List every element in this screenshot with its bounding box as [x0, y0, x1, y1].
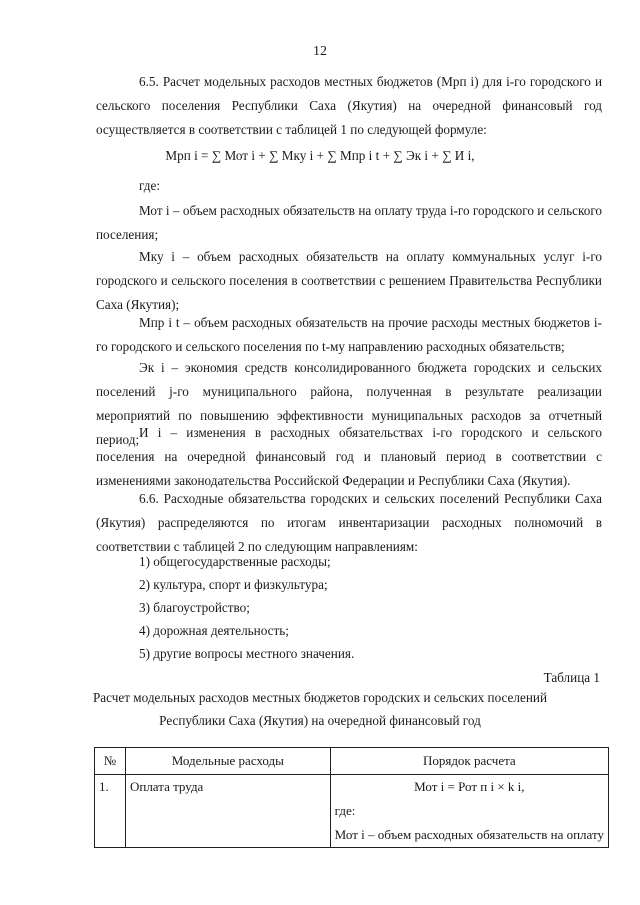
- direction-item: 5) другие вопросы местного значения.: [139, 646, 355, 661]
- section-6-5-intro: 6.5. Расчет модельных расходов местных бюджетов (Мрп i) для i-го городского и сельского поселения Республики Саха (Якутия) на очередной финансовый год осуществляется в соответствии с таблицей 1 по следующей формуле:: [96, 74, 602, 137]
- table-title-line1: Расчет модельных расходов местных бюджетов городских и сельских поселений: [92, 690, 548, 705]
- table-header-row: [95, 748, 609, 775]
- table-label: Таблица 1: [543, 670, 600, 685]
- direction-item: 2) культура, спорт и физкультура;: [139, 577, 328, 592]
- direction-item: 3) благоустройство;: [139, 600, 250, 615]
- definition-mku: Мку i – объем расходных обязательств на оплату коммунальных услуг i-го городского и сельского поселения в соответствии с решением Правительства Республики Саха (Якутия);: [96, 249, 602, 312]
- row-calculation-cell: [330, 775, 608, 848]
- calc-where: где:: [334, 803, 356, 818]
- definition-ek: Эк i – экономия средств консолидированного бюджета городских и сельских поселений j-го муниципального района, полученная в результате реализации мероприятий по повышению эффективности муниципальных расходов за отчетный период;: [96, 360, 602, 447]
- row-expense-name: Оплата труда: [125, 775, 330, 848]
- definition-mot: Мот i – объем расходных обязательств на оплату труда i-го городского и сельского поселения;: [96, 203, 602, 242]
- row-number: 1.: [95, 775, 126, 848]
- calc-formula: Мот i = Рот п i × k i,: [414, 779, 525, 794]
- model-expenses-table: [94, 747, 609, 848]
- column-header-expenses: Модельные расходы: [125, 748, 330, 775]
- direction-item: 1) общегосударственные расходы;: [139, 554, 331, 569]
- section-6-6-intro: 6.6. Расходные обязательства городских и сельских поселений Республики Саха (Якутия) распределяются по итогам инвентаризации расходных полномочий в соответствии с таблицей 2 по следующим направлениям:: [96, 491, 602, 554]
- direction-item: 4) дорожная деятельность;: [139, 623, 289, 638]
- page-number: 12: [313, 44, 327, 59]
- column-header-number: №: [95, 748, 126, 775]
- table-row: [95, 775, 609, 848]
- table-title-line2: Республики Саха (Якутия) на очередной финансовый год: [159, 713, 481, 728]
- column-header-calculation: Порядок расчета: [330, 748, 608, 775]
- formula: Мрп i = ∑ Мот i + ∑ Мку i + ∑ Мпр i t + ∑ Эк i + ∑ И i,: [165, 148, 475, 163]
- definition-i: И i – изменения в расходных обязательствах i-го городского и сельского поселения на очередной финансовый год и плановый период в соответствии с изменениями законодательства Российской Федерации и Республики Саха (Якутия).: [96, 425, 602, 488]
- where-label: где:: [139, 178, 160, 193]
- definition-mpr: Мпр i t – объем расходных обязательств на прочие расходы местных бюджетов i-го городского и сельского поселения по t-му направлению расходных обязательств;: [96, 315, 602, 354]
- calc-text: Мот i – объем расходных обязательств на оплату: [334, 827, 604, 842]
